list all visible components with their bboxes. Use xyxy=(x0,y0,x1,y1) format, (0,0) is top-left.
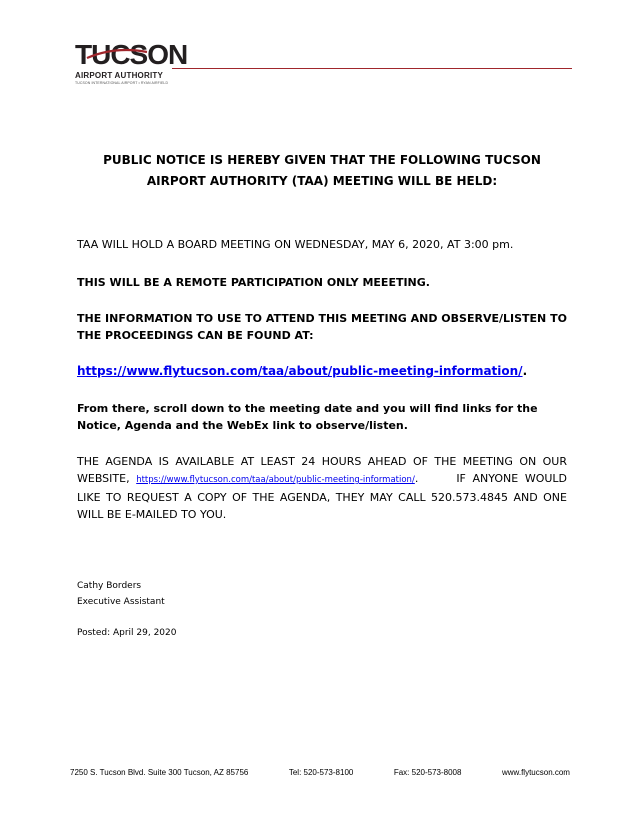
logo-wordmark xyxy=(75,38,188,72)
header-divider xyxy=(172,68,572,69)
footer-address: 7250 S. Tucson Blvd. Suite 300 Tucson, AZ 85756 xyxy=(70,768,249,777)
logo-authority-text: AIRPORT AUTHORITY xyxy=(75,71,163,80)
agenda-availability xyxy=(77,453,567,523)
logo-subline: TUCSON INTERNATIONAL AIRPORT • RYAN AIRFIELD xyxy=(75,81,169,85)
signer-role: Executive Assistant xyxy=(77,597,165,607)
meeting-statement: TAA WILL HOLD A BOARD MEETING ON WEDNESDAY, MAY 6, 2020, AT 3:00 pm. xyxy=(77,238,514,251)
notice-title-line-1: PUBLIC NOTICE IS HEREBY GIVEN THAT THE FOLLOWING TUCSON xyxy=(103,153,541,167)
scroll-instruction: From there, scroll down to the meeting date and you will find links for the Notice, Agenda and the WebEx link to observe/listen. xyxy=(77,402,538,432)
signer-name: Cathy Borders xyxy=(77,581,142,591)
notice-title-line-2: AIRPORT AUTHORITY (TAA) MEETING WILL BE HELD: xyxy=(146,174,498,188)
meeting-info-link-paragraph xyxy=(77,363,567,380)
footer-telephone: Tel: 520-573-8100 xyxy=(288,768,354,777)
signature-block xyxy=(77,578,165,610)
agenda-website-link[interactable]: https://www.flytucson.com/taa/about/public-meeting-information/ xyxy=(136,475,415,485)
tucson-airport-authority-logo xyxy=(75,38,188,86)
meeting-info-link-period: . xyxy=(522,364,528,378)
footer-website: www.flytucson.com xyxy=(501,768,570,777)
footer-fax: Fax: 520-573-8008 xyxy=(393,768,462,777)
logo-word: TUCSON xyxy=(75,39,188,70)
notice-title xyxy=(77,150,567,192)
agenda-link-period: . xyxy=(414,472,419,485)
posted-date: Posted: April 29, 2020 xyxy=(77,628,177,638)
page-footer xyxy=(70,768,570,777)
agenda-text-part-2: IF ANYONE WOULD LIKE TO REQUEST A COPY OF THE AGENDA, THEY MAY CALL 520.573.4845 AND ONE WILL BE E-MAILED TO YOU. xyxy=(77,472,567,521)
agenda-text-part-1: THE AGENDA IS AVAILABLE AT LEAST 24 HOURS AHEAD OF THE MEETING ON OUR WEBSITE, xyxy=(77,455,567,485)
attendance-info: THE INFORMATION TO USE TO ATTEND THIS MEETING AND OBSERVE/LISTEN TO THE PROCEEDINGS CAN BE FOUND AT: xyxy=(77,312,567,342)
remote-participation-notice: THIS WILL BE A REMOTE PARTICIPATION ONLY MEEETING. xyxy=(77,276,430,289)
meeting-information-link[interactable]: https://www.flytucson.com/taa/about/public-meeting-information/ xyxy=(77,364,523,378)
